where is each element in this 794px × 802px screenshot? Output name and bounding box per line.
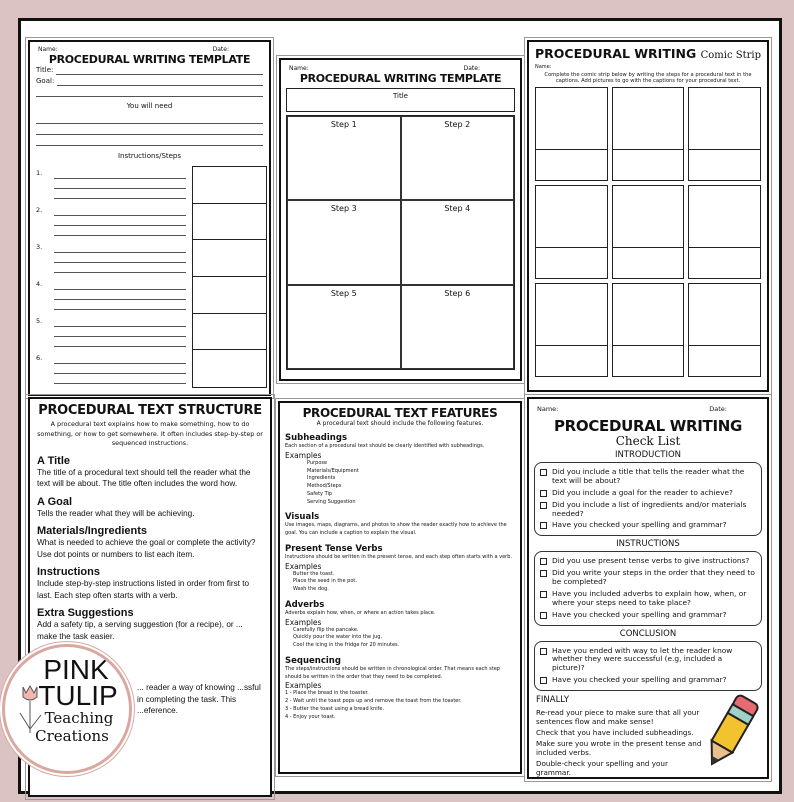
checklist-item[interactable] — [540, 647, 756, 674]
checklist-item-text: Did you include a title that tells the reader what the text will be about? — [552, 467, 745, 485]
example-item: 1 - Place the bread in the toaster. — [285, 690, 369, 697]
answer-line — [54, 243, 186, 253]
checklist-item[interactable] — [540, 521, 756, 530]
feature-body: Instructions should be written in the present tense, and each step often starts with a verb. — [285, 553, 512, 560]
caption-area — [689, 346, 760, 376]
checkbox[interactable] — [540, 677, 547, 684]
section-heading: Extra Suggestions — [37, 607, 134, 620]
step-box: Step 1 — [287, 116, 401, 200]
you-will-need-label: You will need — [126, 102, 173, 110]
date-label: Date: — [212, 46, 229, 53]
example-item: Ingredients — [307, 475, 336, 482]
checkbox[interactable] — [540, 591, 547, 598]
steps-grid — [286, 115, 515, 370]
caption-area — [536, 346, 607, 376]
checklist-item-text: Did you write your steps in the order that they need to be completed? — [552, 568, 755, 586]
examples-label: Examples — [285, 617, 322, 627]
pencil-icon — [701, 691, 761, 771]
tulip-icon — [17, 683, 43, 733]
checklist-item-text: Have you checked your spelling and grammar? — [552, 675, 727, 685]
picture-area — [689, 88, 760, 150]
step-box: Step 6 — [401, 285, 515, 369]
checkbox[interactable] — [540, 570, 547, 577]
example-item: Place the seed in the pot. — [293, 578, 357, 585]
section-body: The title of a procedural text should tell the reader what the text will be about. The title often includes the word how. — [37, 467, 251, 489]
intro-text: A procedural text explains how to make something, how to do something, or how to get somewhere. It often includes step-by-step or sequenced instructions. — [37, 420, 263, 448]
step-lines — [54, 206, 186, 243]
checkbox[interactable] — [540, 522, 547, 529]
section-heading: Instructions — [37, 566, 100, 579]
feature-heading: Subheadings — [285, 433, 348, 443]
answer-line — [54, 169, 186, 179]
answer-line — [54, 354, 186, 364]
answer-line — [54, 263, 186, 273]
example-item: 4 - Enjoy your toast. — [285, 713, 336, 720]
step-lines — [54, 169, 186, 206]
example-item: Wash the dog. — [293, 586, 329, 592]
answer-line — [54, 280, 186, 290]
checklist-box — [534, 462, 762, 536]
picture-boxes — [192, 166, 267, 388]
section-body: Tells the reader what they will be achieving. — [37, 508, 195, 518]
feature-body: Use images, maps, diagrams, and photos to show the reader exactly how to achieve the goal. You can include a caption to explain the visual. — [285, 522, 507, 536]
instructions-heading: Instructions/Steps — [117, 152, 182, 160]
logo-text: TULIP — [38, 680, 118, 711]
checkbox[interactable] — [540, 502, 547, 509]
page-title: PROCEDURAL WRITING — [535, 46, 697, 61]
answer-line — [54, 337, 186, 347]
page-title: PROCEDURAL WRITING TEMPLATE — [299, 72, 502, 85]
checklist-item-text: Did you include a goal for the reader to achieve? — [552, 487, 733, 497]
date-label: Date: — [463, 65, 480, 72]
checklist-item-text: Have you checked your spelling and grammar? — [552, 609, 727, 619]
feature-heading: Visuals — [285, 512, 320, 523]
section-body: What is needed to achieve the goal or complete the activity? Use dot points or numbers to list each item. — [37, 538, 256, 559]
page-title: PROCEDURAL TEXT FEATURES — [302, 406, 498, 420]
caption-area — [536, 150, 607, 180]
finally-heading: FINALLY — [536, 695, 570, 705]
logo-text: PINK — [43, 654, 109, 685]
pink-tulip-logo — [2, 644, 132, 774]
instructions-text: Complete the comic strip below by writing the steps for a procedural text in the captions. Add pictures to go with the captions for your procedural text. — [544, 72, 752, 84]
checklist-item-text: Did you include a list of ingredients and/or materials needed? — [552, 499, 747, 518]
name-label: Name: — [537, 405, 559, 413]
feature-body: Each section of a procedural text should be clearly identified with subheadings. — [285, 443, 485, 449]
section-heading: Materials/Ingredients — [37, 525, 148, 538]
feature-heading: Sequencing — [285, 655, 341, 666]
examples-label: Examples — [285, 561, 322, 571]
comic-strip-page — [527, 40, 769, 392]
checklist-item-text: Have you checked your spelling and grammar? — [552, 520, 727, 530]
caption-area — [536, 248, 607, 278]
comic-panel — [535, 87, 608, 181]
example-item: Butter the toast. — [293, 570, 335, 577]
example-item: Materials/Equipment — [307, 467, 359, 474]
checklist-box — [534, 641, 762, 692]
intro-text: A procedural text should include the following features. — [316, 420, 484, 427]
caption-area — [613, 346, 684, 376]
caption-area — [689, 248, 760, 278]
answer-line — [54, 300, 186, 310]
title-box: Title — [286, 88, 515, 112]
goal-label: Goal: — [36, 77, 55, 85]
section-heading: A Goal — [37, 495, 73, 508]
page-title: PROCEDURAL WRITING TEMPLATE — [48, 53, 251, 66]
step-lines — [54, 317, 186, 354]
page-title: PROCEDURAL TEXT STRUCTURE — [38, 403, 262, 418]
date-label: Date: — [709, 405, 727, 413]
step-lines — [54, 280, 186, 317]
step-number: 6. — [36, 354, 43, 362]
answer-line — [54, 327, 186, 337]
examples-label: Examples — [285, 450, 322, 460]
example-item: Quickly pour the water into the jug. — [293, 634, 383, 641]
feature-body: The steps/instructions should be written in chronological order. That means each step should be written in the order that they need to be completed. — [285, 665, 500, 680]
answer-line — [54, 189, 186, 199]
comic-panel — [535, 283, 608, 377]
logo-text: Creations — [35, 727, 109, 745]
picture-area — [536, 186, 607, 248]
answer-line — [54, 317, 186, 327]
feature-heading: Present Tense Verbs — [285, 543, 383, 554]
checkbox[interactable] — [540, 469, 547, 476]
picture-area — [613, 284, 684, 346]
comic-panel — [688, 283, 761, 377]
page-subtitle: Comic Strip — [700, 50, 761, 61]
section-heading: INTRODUCTION — [614, 450, 682, 460]
example-item: Safety Tip — [307, 490, 333, 497]
step-box: Step 2 — [401, 116, 515, 200]
finally-item: Check that you have included subheadings. — [536, 727, 694, 737]
logo-text: Teaching — [44, 709, 114, 727]
checklist-item[interactable] — [540, 590, 756, 608]
feature-body: Adverbs explain how, when, or where an action takes place. — [285, 609, 436, 616]
checklist-box — [534, 551, 762, 625]
checkbox[interactable] — [540, 648, 547, 655]
finally-item: Re-read your piece to make sure that all your sentences flow and make sense! — [536, 707, 700, 726]
checklist-item[interactable] — [540, 611, 756, 620]
checklist-item[interactable] — [540, 557, 756, 566]
checklist-item-text: Have you ended with way to let the reader know whether they were successful (e.g, included a picture)? — [552, 645, 733, 673]
step-template-page — [279, 58, 522, 381]
step-lines — [54, 243, 186, 280]
caption-area — [613, 248, 684, 278]
writing-template-page — [28, 40, 271, 396]
step-number: 5. — [36, 317, 43, 325]
section-heading: CONCLUSION — [619, 628, 677, 639]
checkbox[interactable] — [540, 490, 547, 497]
example-item: Method/Steps — [307, 483, 342, 489]
answer-line — [54, 364, 186, 374]
step-row — [36, 169, 186, 206]
step-box: Step 4 — [401, 200, 515, 284]
picture-area — [689, 186, 760, 248]
comic-panels — [535, 87, 761, 377]
features-page — [278, 401, 522, 774]
step-number: 1. — [36, 169, 43, 177]
answer-line — [54, 226, 186, 236]
example-item: Serving Suggestion — [307, 498, 356, 505]
comic-panel — [688, 87, 761, 181]
answer-line — [54, 253, 186, 263]
name-label: Name: — [535, 64, 552, 70]
checklist-item[interactable] — [540, 489, 756, 498]
checkbox[interactable] — [540, 612, 547, 619]
picture-area — [689, 284, 760, 346]
comic-panel — [535, 185, 608, 279]
answer-line — [54, 206, 186, 216]
picture-area — [536, 284, 607, 346]
caption-area — [613, 150, 684, 180]
section-body: ... reader a way of knowing ...ssful in completing the task. This ...eference. — [137, 683, 261, 716]
example-item: 3 - Butter the toast using a bread knife. — [285, 705, 385, 712]
picture-area — [613, 186, 684, 248]
example-item: Cool the icing in the fridge for 20 minutes. — [293, 642, 400, 648]
step-lines — [54, 354, 186, 391]
comic-panel — [612, 283, 685, 377]
picture-area — [536, 88, 607, 150]
finally-item: Double-check your spelling and your grammar. — [536, 758, 668, 777]
answer-line — [54, 216, 186, 226]
example-item: 2 - Wait until the toast pops up and remove the toast from the toaster. — [285, 698, 462, 704]
feature-heading: Adverbs — [285, 599, 325, 610]
section-heading: A Title — [37, 454, 71, 467]
checklist-item[interactable] — [540, 501, 756, 519]
step-row — [36, 317, 186, 354]
step-row — [36, 354, 186, 391]
section-body: Add a safety tip, a serving suggestion (for a recipe), or ... make the task easier. — [37, 620, 243, 641]
step-number: 4. — [36, 280, 43, 288]
name-label: Name: — [289, 65, 309, 72]
checkbox[interactable] — [540, 558, 547, 565]
example-item: Carefully flip the pancake. — [293, 626, 359, 633]
comic-panel — [612, 185, 685, 279]
answer-line — [54, 179, 186, 189]
caption-area — [689, 150, 760, 180]
checklist-item[interactable] — [540, 468, 756, 486]
title-label: Title: — [36, 66, 54, 74]
examples-label: Examples — [285, 681, 322, 691]
answer-line — [54, 290, 186, 300]
example-item: Purpose — [307, 459, 328, 466]
picture-area — [613, 88, 684, 150]
section-body: Include step-by-step instructions listed in order from first to last. Each step often starts with a verb. — [37, 579, 250, 600]
step-number: 2. — [36, 206, 43, 214]
step-box: Step 5 — [287, 285, 401, 369]
checklist-item[interactable] — [540, 676, 756, 685]
page-subtitle: Check List — [615, 434, 681, 448]
name-label: Name: — [38, 46, 58, 53]
checklist-item[interactable] — [540, 569, 756, 587]
step-row — [36, 243, 186, 280]
answer-line — [54, 374, 186, 384]
section-heading: INSTRUCTIONS — [616, 539, 680, 550]
step-row — [36, 280, 186, 317]
finally-item: Make sure you wrote in the present tense and included verbs. — [536, 738, 702, 757]
page-title: PROCEDURAL WRITING — [553, 417, 743, 435]
comic-panel — [688, 185, 761, 279]
step-number: 3. — [36, 243, 43, 251]
checklist-item-text: Have you included adverbs to explain how, when, or where your steps need to take place? — [552, 588, 747, 607]
checklist-page — [527, 397, 769, 779]
step-box: Step 3 — [287, 200, 401, 284]
step-row — [36, 206, 186, 243]
checklist-item-text: Did you use present tense verbs to give instructions? — [552, 556, 750, 566]
comic-panel — [612, 87, 685, 181]
